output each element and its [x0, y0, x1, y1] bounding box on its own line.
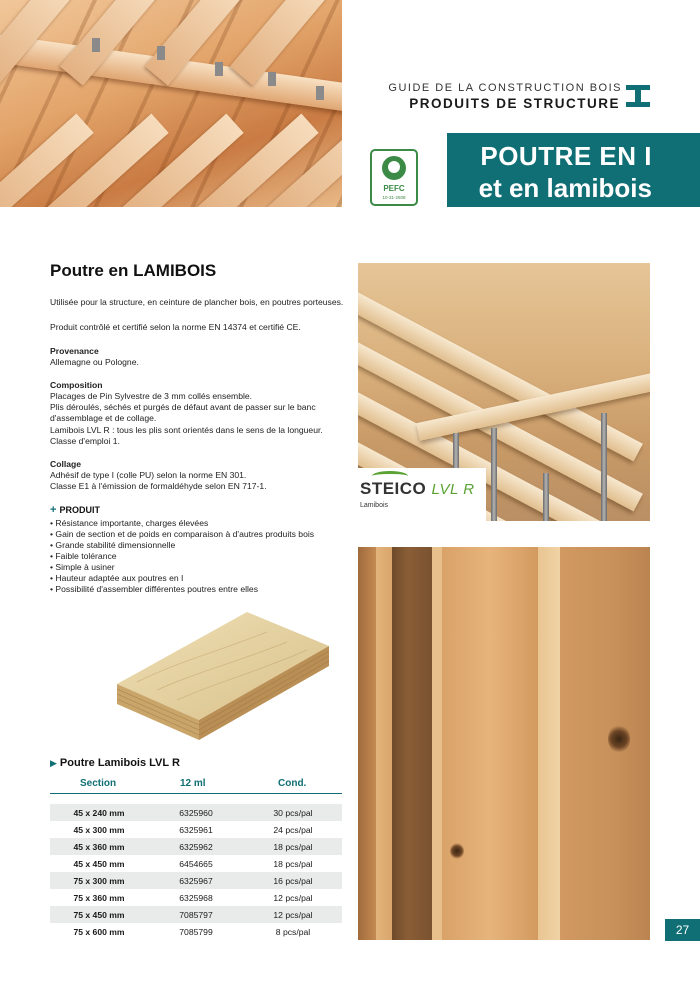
hero-bracket	[215, 62, 223, 76]
hero-bracket	[268, 72, 276, 86]
table-row	[50, 889, 342, 906]
table-row	[50, 906, 342, 923]
cell-ref: 6325961	[148, 821, 244, 838]
produit-list	[50, 518, 314, 595]
table-title	[50, 757, 180, 769]
collage-text-1: Adhésif de type I (colle PU) selon la norme EN 301.	[50, 470, 247, 480]
table-row	[50, 923, 342, 940]
table-row	[50, 804, 342, 821]
photo-plank	[358, 547, 376, 940]
pefc-code: 10-31-2508	[382, 195, 406, 200]
brand-name	[360, 479, 475, 499]
cell-ref: 6325960	[148, 804, 244, 821]
intro-text-2: Produit contrôlé et certifié selon la norme EN 14374 et certifié CE.	[50, 322, 301, 332]
composition-text-2: Plis déroulés, séchés et purgés de défaut avant de passer sur le banc d'assemblage et de collage.	[50, 402, 316, 423]
list-item: • Résistance importante, charges élevées	[50, 518, 314, 529]
cell-cond: 18 pcs/pal	[244, 855, 342, 872]
provenance-text: Allemagne ou Pologne.	[50, 357, 139, 367]
hero-bracket	[92, 38, 100, 52]
wood-knot	[608, 725, 630, 753]
cell-section: 45 x 360 mm	[50, 838, 148, 855]
cell-ref: 7085799	[148, 923, 244, 940]
guide-label: GUIDE DE LA CONSTRUCTION BOIS	[388, 82, 622, 94]
cell-cond: 16 pcs/pal	[244, 872, 342, 889]
cell-section: 75 x 300 mm	[50, 872, 148, 889]
title-band	[447, 133, 700, 207]
produit-title: PRODUIT	[59, 505, 100, 515]
page-title-line1: POUTRE EN I	[480, 141, 652, 171]
product-table	[50, 804, 342, 940]
cell-cond: 24 pcs/pal	[244, 821, 342, 838]
cell-cond: 30 pcs/pal	[244, 804, 342, 821]
composition-text-1: Placages de Pin Sylvestre de 3 mm collés ensemble.	[50, 391, 253, 401]
cell-ref: 6325968	[148, 889, 244, 906]
triangle-right-icon: ▶	[50, 758, 57, 768]
table-title-text: Poutre Lamibois LVL R	[59, 757, 180, 769]
list-item: • Gain de section et de poids en comparaison à d'autres produits bois	[50, 529, 314, 540]
plus-icon: +	[50, 504, 57, 516]
table-row	[50, 821, 342, 838]
photo-post	[491, 428, 497, 521]
collage-text-2: Classe E1 à l'émission de formaldéhyde selon EN 717-1.	[50, 481, 267, 491]
photo-post	[601, 413, 607, 521]
composition-text-3: Lamibois LVL R : tous les plis sont orientés dans le sens de la longueur.	[50, 425, 323, 435]
cell-section: 75 x 360 mm	[50, 889, 148, 906]
table-row	[50, 838, 342, 855]
list-item: • Faible tolérance	[50, 551, 314, 562]
list-item: • Possibilité d'assembler différentes poutres entre elles	[50, 584, 314, 595]
collage-title: Collage	[50, 459, 82, 469]
table-header	[50, 776, 342, 794]
cell-section: 45 x 300 mm	[50, 821, 148, 838]
page-title-line2: et en lamibois	[478, 173, 652, 203]
cell-section: 45 x 450 mm	[50, 855, 148, 872]
photo-plank	[560, 547, 650, 940]
pefc-logo	[370, 149, 418, 206]
photo-plank	[392, 547, 432, 940]
cell-ref: 6325962	[148, 838, 244, 855]
brand-product: LVL R	[431, 481, 475, 498]
lvl-stack-photo	[358, 547, 650, 940]
photo-plank	[432, 547, 442, 940]
cell-cond: 8 pcs/pal	[244, 923, 342, 940]
composition-text-4: Classe d'emploi 1.	[50, 436, 120, 446]
table-row	[50, 872, 342, 889]
i-beam-icon	[625, 83, 651, 109]
photo-plank	[442, 547, 538, 940]
page-number: 27	[665, 919, 700, 941]
cell-ref: 6454665	[148, 855, 244, 872]
list-item: • Grande stabilité dimensionnelle	[50, 540, 314, 551]
category-label: PRODUITS DE STRUCTURE	[409, 96, 620, 111]
table-row	[50, 855, 342, 872]
cell-section: 75 x 600 mm	[50, 923, 148, 940]
provenance-title: Provenance	[50, 346, 99, 356]
section-title: Poutre en LAMIBOIS	[50, 261, 217, 280]
list-item: • Simple à usiner	[50, 562, 314, 573]
intro-text-1: Utilisée pour la structure, en ceinture de plancher bois, en poutres porteuses.	[50, 297, 344, 307]
photo-plank	[376, 547, 392, 940]
cell-section: 45 x 240 mm	[50, 804, 148, 821]
cell-section: 75 x 450 mm	[50, 906, 148, 923]
pefc-tree-icon	[382, 156, 406, 180]
list-item: • Hauteur adaptée aux poutres en I	[50, 573, 314, 584]
hero-ceiling-photo	[0, 0, 342, 207]
photo-post	[543, 473, 549, 521]
wood-knot	[450, 843, 464, 859]
cell-ref: 7085797	[148, 906, 244, 923]
cell-cond: 12 pcs/pal	[244, 906, 342, 923]
brand-sub: Lamibois	[360, 502, 389, 509]
cell-ref: 6325967	[148, 872, 244, 889]
lvl-board-image	[117, 612, 329, 740]
cell-cond: 18 pcs/pal	[244, 838, 342, 855]
col-header-length: 12 ml	[180, 778, 206, 789]
col-header-cond: Cond.	[278, 778, 307, 789]
col-header-section: Section	[80, 778, 117, 789]
hero-joist	[230, 0, 330, 86]
hero-bracket	[157, 46, 165, 60]
pefc-label: PEFC	[383, 184, 405, 193]
brand-name-text: STEICO	[360, 479, 427, 498]
produit-heading	[50, 504, 100, 516]
composition-title: Composition	[50, 380, 103, 390]
photo-plank	[538, 547, 560, 940]
steico-logo	[358, 468, 486, 521]
hero-bracket	[316, 86, 324, 100]
cell-cond: 12 pcs/pal	[244, 889, 342, 906]
